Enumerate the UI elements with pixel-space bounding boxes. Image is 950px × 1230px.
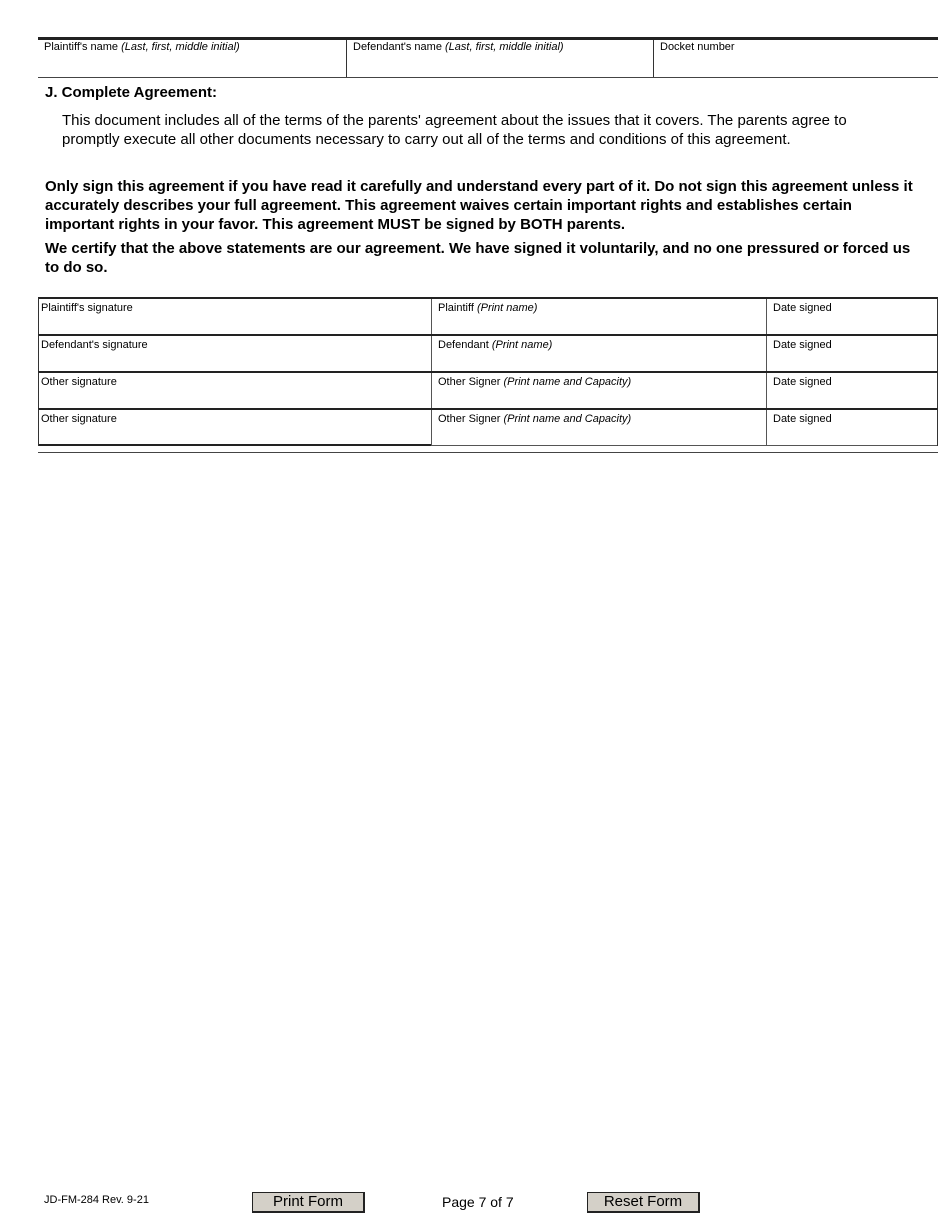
signature-row	[38, 297, 938, 334]
reset-form-button[interactable]: Reset Form	[587, 1192, 700, 1213]
form-id: JD-FM-284 Rev. 9-21	[44, 1194, 149, 1206]
plaintiff-signature-field[interactable]: Plaintiff's signature	[41, 302, 133, 314]
defendant-name-field[interactable]: Defendant's name (Last, first, middle initial)	[346, 40, 653, 77]
other-signature-field-2[interactable]: Other signature	[39, 410, 431, 446]
signature-row	[38, 334, 938, 371]
other-date-field-2[interactable]: Date signed	[766, 410, 937, 446]
other-date-field[interactable]: Date signed	[766, 373, 937, 408]
defendant-date-field[interactable]: Date signed	[766, 336, 937, 371]
plaintiff-date-field[interactable]: Date signed	[766, 299, 937, 334]
divider	[38, 452, 938, 453]
other-print-name-field-2[interactable]: Other Signer (Print name and Capacity)	[431, 410, 766, 446]
defendant-print-name-field[interactable]: Defendant (Print name)	[431, 336, 766, 371]
signature-row	[38, 408, 938, 446]
signature-row	[38, 371, 938, 408]
section-title: J. Complete Agreement:	[45, 84, 217, 101]
other-signature-field[interactable]: Other signature	[41, 376, 117, 388]
warning-text: Only sign this agreement if you have read it carefully and understand every part of it. Do not sign this agreement unless it accurately describes your full agreement. This agreement waives certain important rights and establishes certain important rights in your favor. This agreement MUST be signed by BOTH parents.	[45, 178, 913, 233]
defendant-signature-field[interactable]: Defendant's signature	[41, 339, 148, 351]
certify-text: We certify that the above statements are our agreement. We have signed it voluntarily, and no one pressured or forced us to do so.	[45, 240, 911, 276]
section-body: This document includes all of the terms of the parents' agreement about the issues that it covers. The parents agree to promptly execute all other documents necessary to carry out all of the terms and conditions of this agreement.	[62, 112, 847, 148]
case-header	[38, 37, 938, 78]
plaintiff-name-field[interactable]: Plaintiff's name (Last, first, middle initial)	[44, 41, 240, 53]
print-form-button[interactable]: Print Form	[252, 1192, 365, 1213]
docket-number-field[interactable]: Docket number	[653, 40, 938, 77]
signature-table	[38, 297, 938, 446]
plaintiff-print-name-field[interactable]: Plaintiff (Print name)	[431, 299, 766, 334]
other-print-name-field[interactable]: Other Signer (Print name and Capacity)	[431, 373, 766, 408]
page-number: Page 7 of 7	[442, 1194, 514, 1210]
